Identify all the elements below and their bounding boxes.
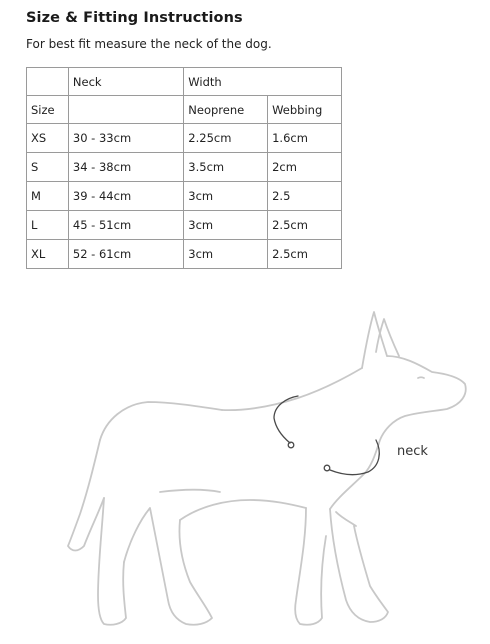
body-detail-line bbox=[160, 490, 220, 492]
neoprene-cell: 3cm bbox=[184, 182, 268, 211]
neck-outline bbox=[222, 368, 362, 410]
table-header-row bbox=[27, 68, 342, 96]
neck-cell: 30 - 33cm bbox=[68, 124, 183, 153]
head-outline bbox=[330, 356, 466, 509]
table-row bbox=[27, 182, 342, 211]
eye-outline bbox=[418, 377, 424, 378]
hind-leg-outline bbox=[124, 508, 212, 625]
size-cell: M bbox=[27, 182, 69, 211]
size-cell: XS bbox=[27, 124, 69, 153]
neoprene-cell: 2.25cm bbox=[184, 124, 268, 153]
tail-outline bbox=[68, 440, 104, 551]
neoprene-cell: 3.5cm bbox=[184, 153, 268, 182]
neck-cell: 39 - 44cm bbox=[68, 182, 183, 211]
belly-outline bbox=[180, 500, 306, 520]
webbing-cell: 2.5cm bbox=[268, 211, 342, 240]
table-subheader-row bbox=[27, 96, 342, 124]
table-row bbox=[27, 211, 342, 240]
hind-leg-outline bbox=[98, 498, 126, 625]
webbing-cell: 2.5cm bbox=[268, 240, 342, 269]
table-header-webbing: Webbing bbox=[268, 96, 342, 124]
table-header-size: Size bbox=[27, 96, 69, 124]
size-cell: S bbox=[27, 153, 69, 182]
front-leg-outline bbox=[330, 509, 388, 622]
table-header-width: Width bbox=[184, 68, 342, 96]
neck-cell: 45 - 51cm bbox=[68, 211, 183, 240]
webbing-cell: 1.6cm bbox=[268, 124, 342, 153]
neck-label: neck bbox=[397, 444, 428, 459]
front-leg-outline bbox=[295, 508, 326, 625]
table-row bbox=[27, 124, 342, 153]
table-header-cell bbox=[27, 68, 69, 96]
neck-cell: 34 - 38cm bbox=[68, 153, 183, 182]
webbing-cell: 2cm bbox=[268, 153, 342, 182]
strap-end-marker bbox=[324, 465, 330, 471]
neoprene-cell: 3cm bbox=[184, 240, 268, 269]
size-table bbox=[26, 67, 342, 269]
ear-outline bbox=[376, 319, 399, 356]
dog-outline bbox=[68, 312, 466, 625]
neck-cell: 52 - 61cm bbox=[68, 240, 183, 269]
table-row bbox=[27, 153, 342, 182]
strap-lower bbox=[330, 440, 379, 475]
table-header-neck: Neck bbox=[68, 68, 183, 96]
intro-text: For best fit measure the neck of the dog. bbox=[26, 37, 272, 51]
strap-end-marker bbox=[288, 442, 294, 448]
table-header-neoprene: Neoprene bbox=[184, 96, 268, 124]
table-header-cell bbox=[68, 96, 183, 124]
webbing-cell: 2.5 bbox=[268, 182, 342, 211]
size-cell: L bbox=[27, 211, 69, 240]
back-outline bbox=[100, 402, 222, 440]
neck-measure-strap bbox=[274, 396, 379, 475]
body-detail-line bbox=[336, 512, 356, 526]
table-row bbox=[27, 240, 342, 269]
dog-outline-illustration bbox=[60, 305, 480, 635]
page-title: Size & Fitting Instructions bbox=[26, 10, 243, 26]
size-cell: XL bbox=[27, 240, 69, 269]
neoprene-cell: 3cm bbox=[184, 211, 268, 240]
